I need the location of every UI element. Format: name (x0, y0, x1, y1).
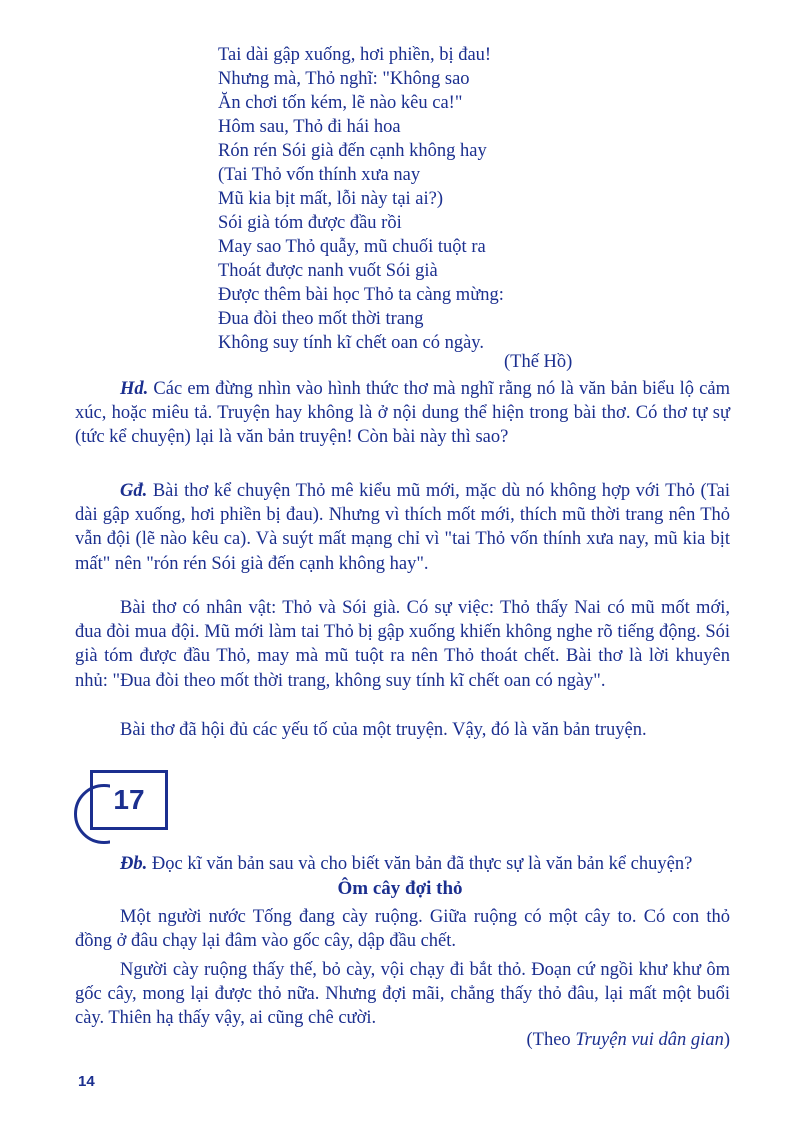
poem-line: Được thêm bài học Thỏ ta càng mừng: (218, 285, 504, 305)
db-label: Đb. (120, 854, 148, 874)
gd-text: Bài thơ kể chuyện Thỏ mê kiểu mũ mới, mặc dù nó không hợp với Thỏ (Tai dài gập xuống, hơi phiền bị đau). Nhưng vì thích mốt mới, thích mũ thời trang nên Thỏ vẫn đội (lẽ nào kêu ca). Và suýt mất mạng chỉ vì "tai Thỏ vốn thính xưa nay, mũ kia bịt mất" nên "rón rén Sói già đến cạnh không hay". (75, 481, 730, 574)
story-paragraph-2: Người cày ruộng thấy thế, bỏ cày, vội chạy đi bắt thỏ. Đoạn cứ ngồi khư khư ôm gốc cây, mong lại được thỏ nữa. Nhưng đợi mãi, chẳng thấy thỏ đâu, lại mất một buổi cày. Thiên hạ thấy vậy, ai cũng chê cười. (75, 960, 730, 1029)
poem-line: Hôm sau, Thỏ đi hái hoa (218, 117, 401, 137)
story-source (75, 1028, 730, 1052)
poem-line: Đua đòi theo mốt thời trang (218, 309, 424, 329)
section-number-badge: 17 (90, 770, 168, 830)
poem-line: May sao Thỏ quẫy, mũ chuối tuột ra (218, 237, 486, 257)
db-paragraph (75, 852, 730, 876)
poem-line: Nhưng mà, Thỏ nghĩ: "Không sao (218, 69, 470, 89)
poem-line: (Tai Thỏ vốn thính xưa nay (218, 165, 421, 185)
gd-paragraph (75, 479, 730, 576)
poem-line: Sói già tóm được đầu rồi (218, 213, 402, 233)
source-title: Truyện vui dân gian (575, 1030, 724, 1050)
poem-line: Ăn chơi tốn kém, lẽ nào kêu ca!" (218, 93, 463, 113)
gd-paragraph-3: Bài thơ đã hội đủ các yếu tố của một truyện. Vậy, đó là văn bản truyện. (120, 720, 647, 740)
poem-line: Không suy tính kĩ chết oan có ngày. (218, 333, 484, 353)
db-text: Đọc kĩ văn bản sau và cho biết văn bản đã thực sự là văn bản kể chuyện? (147, 854, 693, 874)
gd-paragraph-2: Bài thơ có nhân vật: Thỏ và Sói già. Có sự việc: Thỏ thấy Nai có mũ mốt mới, đua đòi mua đội. Mũ mới làm tai Thỏ bị gập xuống khiến không nghe rõ tiếng động. Sói già tóm được đầu Thỏ, may mà mũ tuột ra nên Thỏ thoát chết. Bài thơ là lời khuyên nhủ: "Đua đòi theo mốt thời trang, không suy tính kĩ chết oan có ngày". (75, 598, 730, 691)
source-suffix: ) (723, 1030, 730, 1050)
story-title: Ôm cây đợi thỏ (337, 878, 463, 899)
hd-paragraph (75, 377, 730, 450)
poem-line: Mũ kia bịt mất, lỗi này tại ai?) (218, 189, 444, 209)
story-paragraph-1: Một người nước Tống đang cày ruộng. Giữa ruộng có một cây to. Có con thỏ đồng ở đâu chạy lại đâm vào gốc cây, dập đầu chết. (75, 907, 730, 952)
poem-line: Rón rén Sói già đến cạnh không hay (218, 141, 487, 161)
source-prefix: (Theo (526, 1030, 576, 1050)
poem-author: (Thế Hồ) (504, 352, 573, 372)
hd-text: Các em đừng nhìn vào hình thức thơ mà nghĩ rằng nó là văn bản biểu lộ cảm xúc, hoặc miêu tả. Truyện hay không là ở nội dung thể hiện trong bài thơ. Có thơ tự sự (tức kể chuyện) lại là văn bản truyện! Còn bài này thì sao? (75, 379, 730, 448)
gd-label: Gđ. (120, 481, 148, 501)
page-number: 14 (78, 1073, 95, 1090)
poem (218, 43, 618, 372)
poem-line: Thoát được nanh vuốt Sói già (218, 261, 438, 281)
hd-label: Hd. (120, 379, 149, 399)
poem-line: Tai dài gập xuống, hơi phiền, bị đau! (218, 45, 492, 65)
